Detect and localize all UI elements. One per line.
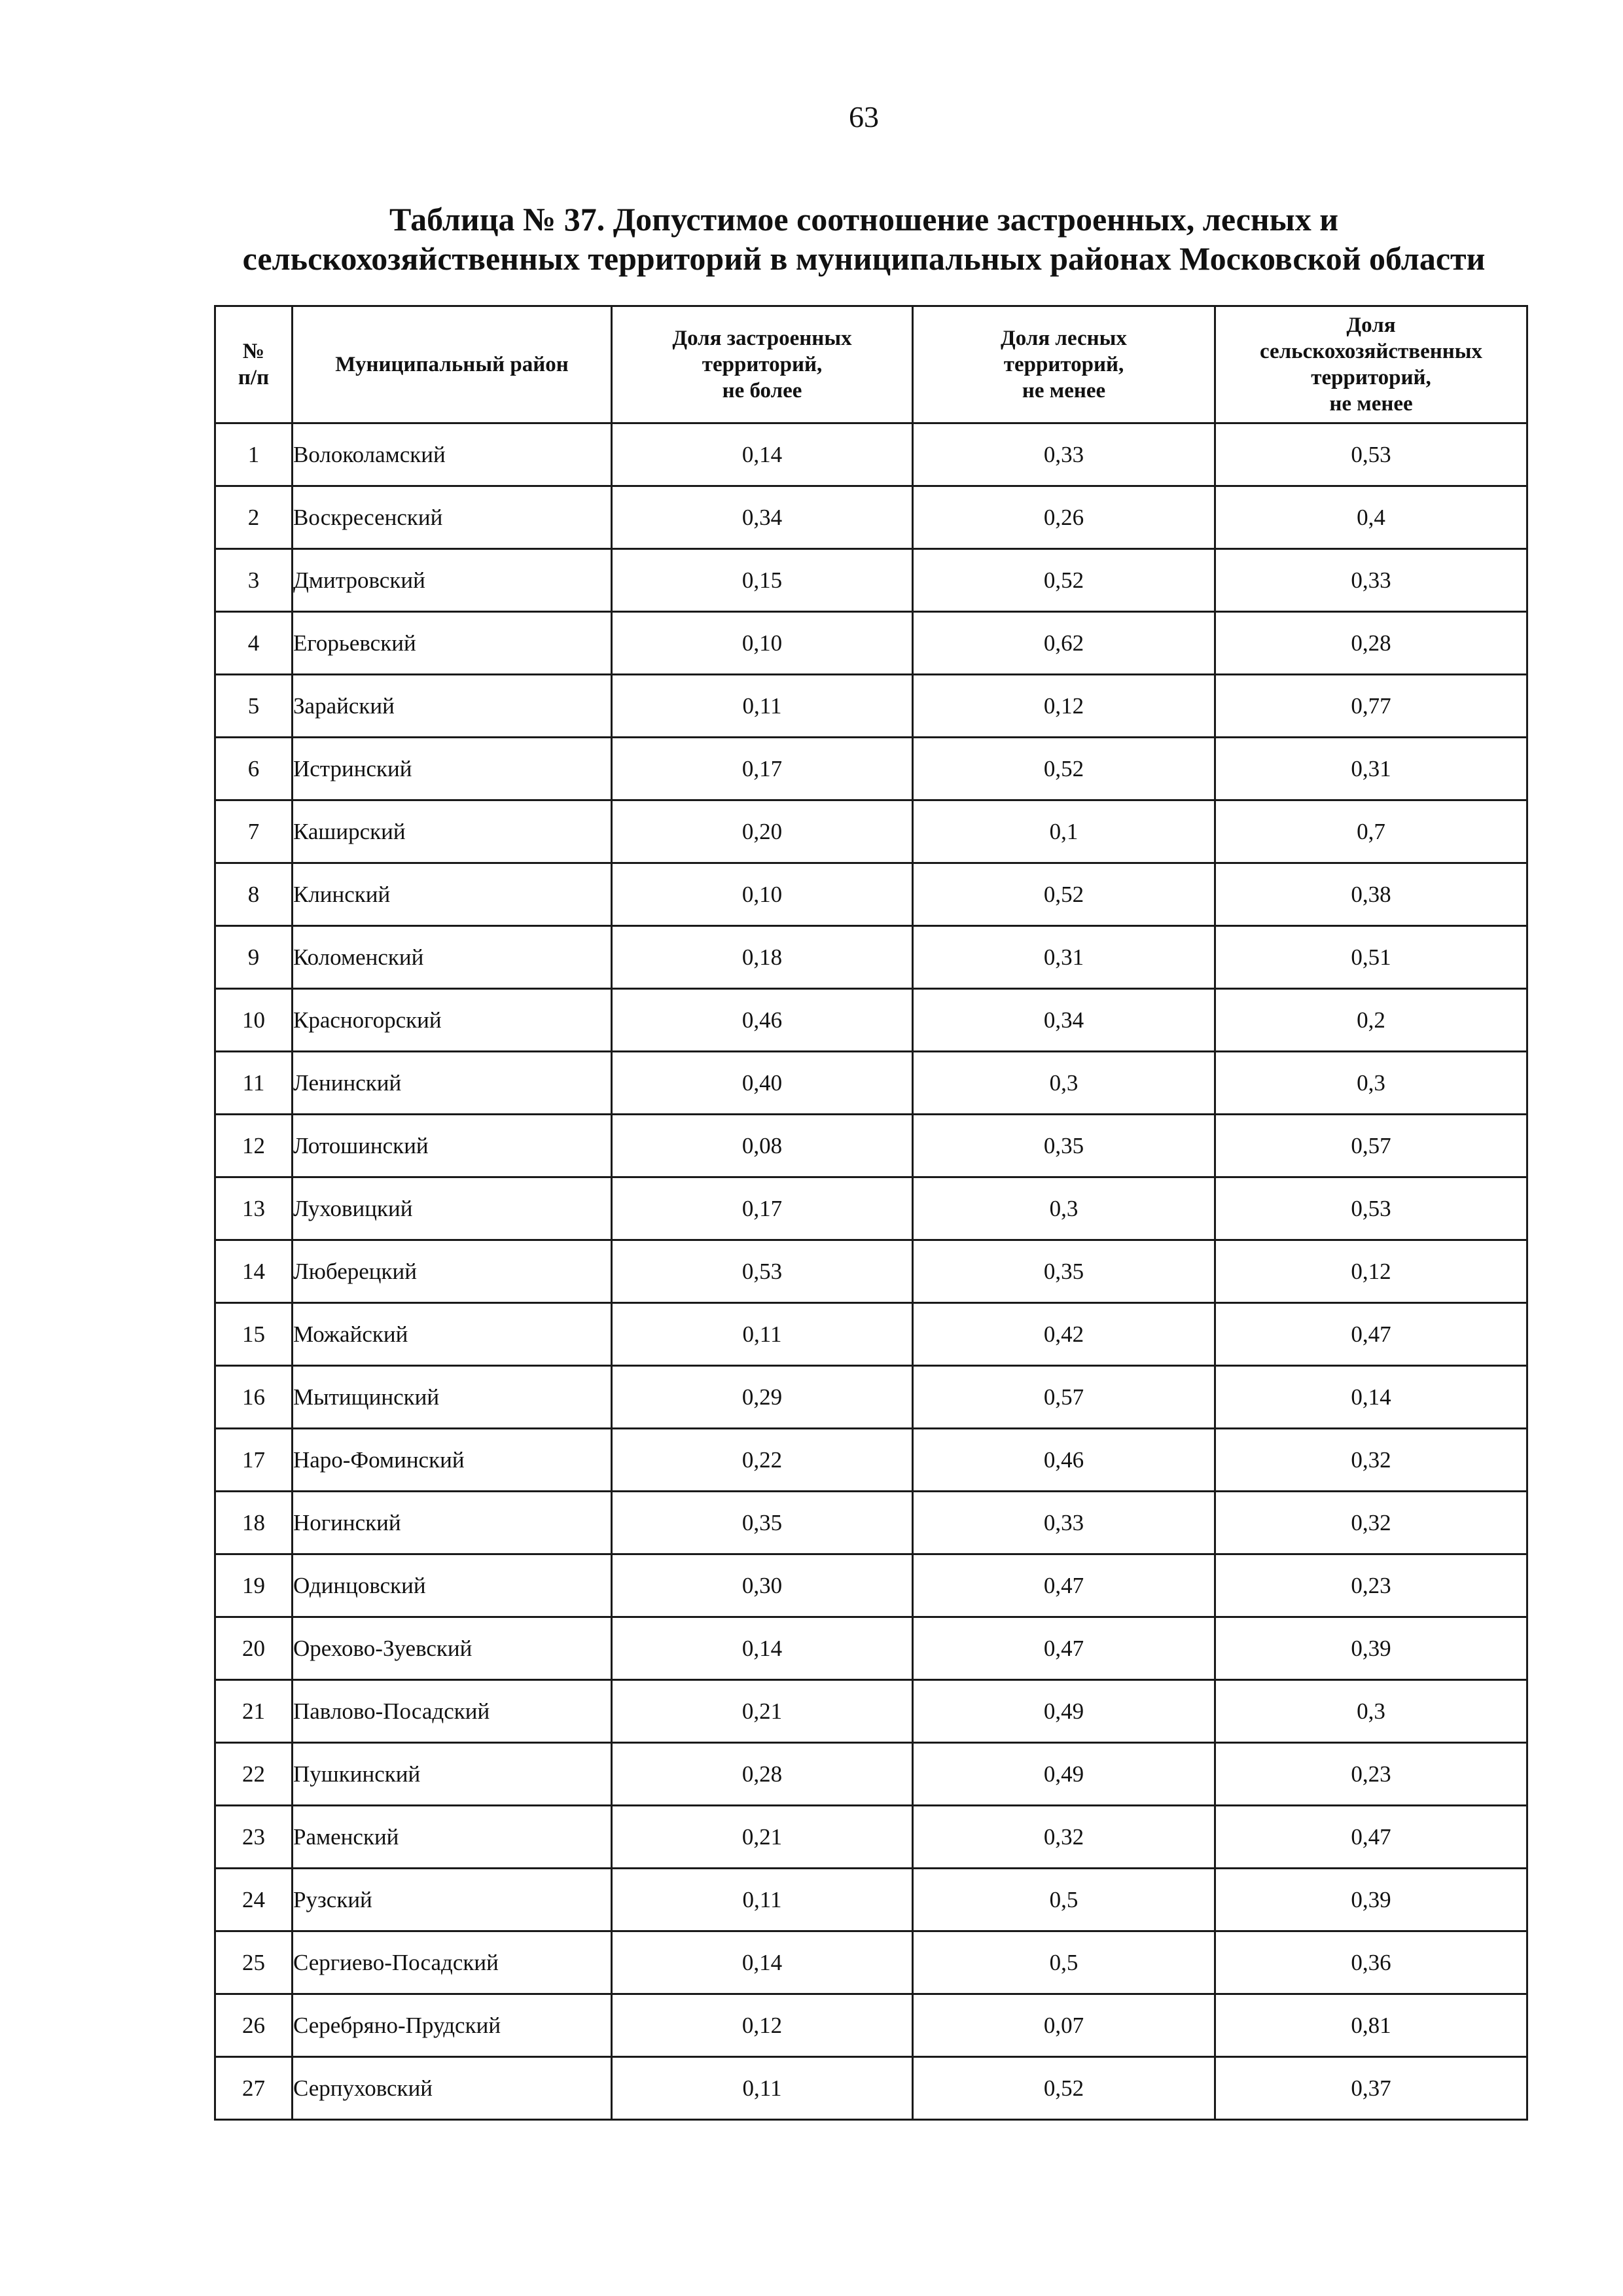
header-built-share [612,306,913,423]
district-name-cell: Орехово-Зуевский [293,1617,612,1680]
forest-share-cell: 0,35 [913,1115,1215,1177]
forest-share-cell: 0,5 [913,1869,1215,1931]
district-name-cell: Одинцовский [293,1554,612,1617]
built-share-cell: 0,40 [612,1052,913,1115]
district-name-cell: Ногинский [293,1492,612,1554]
built-share-cell: 0,29 [612,1366,913,1429]
agri-share-cell: 0,39 [1215,1617,1527,1680]
built-share-cell: 0,17 [612,1177,913,1240]
header-forest-line-2: территорий, [1003,353,1124,376]
forest-share-cell: 0,3 [913,1052,1215,1115]
header-agri-line-1: Доля [1346,314,1396,337]
built-share-cell: 0,11 [612,2057,913,2120]
row-number-cell: 5 [215,675,293,738]
forest-share-cell: 0,33 [913,423,1215,486]
agri-share-cell: 0,38 [1215,863,1527,926]
built-share-cell: 0,18 [612,926,913,989]
row-number-cell: 2 [215,486,293,549]
agri-share-cell: 0,47 [1215,1303,1527,1366]
table-row [215,1931,1527,1994]
built-share-cell: 0,15 [612,549,913,612]
forest-share-cell: 0,52 [913,738,1215,800]
agri-share-cell: 0,3 [1215,1680,1527,1743]
row-number-cell: 17 [215,1429,293,1492]
header-district [293,306,612,423]
built-share-cell: 0,11 [612,1869,913,1931]
header-forest-line-1: Доля лесных [1001,327,1127,350]
district-name-cell: Егорьевский [293,612,612,675]
table-title-line-2: сельскохозяйственных территорий в муниципальных районах Московской области [242,240,1486,277]
header-agri-line-3: территорий, [1311,366,1431,389]
district-name-cell: Сергиево-Посадский [293,1931,612,1994]
row-number-cell: 18 [215,1492,293,1554]
table-row [215,1177,1527,1240]
row-number-cell: 10 [215,989,293,1052]
agri-share-cell: 0,14 [1215,1366,1527,1429]
table-row [215,1680,1527,1743]
forest-share-cell: 0,32 [913,1806,1215,1869]
header-built-line-2: территорий, [702,353,823,376]
row-number-cell: 22 [215,1743,293,1806]
forest-share-cell: 0,5 [913,1931,1215,1994]
district-name-cell: Луховицкий [293,1177,612,1240]
row-number-cell: 23 [215,1806,293,1869]
row-number-cell: 27 [215,2057,293,2120]
district-name-cell: Серебряно-Прудский [293,1994,612,2057]
table-row [215,675,1527,738]
row-number-cell: 20 [215,1617,293,1680]
built-share-cell: 0,10 [612,863,913,926]
row-number-cell: 26 [215,1994,293,2057]
table-row [215,2057,1527,2120]
built-share-cell: 0,20 [612,800,913,863]
agri-share-cell: 0,28 [1215,612,1527,675]
row-number-cell: 25 [215,1931,293,1994]
district-name-cell: Зарайский [293,675,612,738]
district-name-cell: Волоколамский [293,423,612,486]
row-number-cell: 13 [215,1177,293,1240]
row-number-cell: 19 [215,1554,293,1617]
forest-share-cell: 0,07 [913,1994,1215,2057]
table-row [215,1617,1527,1680]
built-share-cell: 0,17 [612,738,913,800]
built-share-cell: 0,22 [612,1429,913,1492]
forest-share-cell: 0,12 [913,675,1215,738]
built-share-cell: 0,46 [612,989,913,1052]
built-share-cell: 0,10 [612,612,913,675]
forest-share-cell: 0,62 [913,612,1215,675]
built-share-cell: 0,21 [612,1806,913,1869]
agri-share-cell: 0,32 [1215,1429,1527,1492]
agri-share-cell: 0,36 [1215,1931,1527,1994]
table-row [215,1240,1527,1303]
table-row [215,1052,1527,1115]
district-name-cell: Дмитровский [293,549,612,612]
table-row [215,1115,1527,1177]
agri-share-cell: 0,53 [1215,1177,1527,1240]
built-share-cell: 0,14 [612,423,913,486]
header-agri-line-2: сельскохозяйственных [1259,340,1483,363]
table-header-row [215,306,1527,423]
district-name-cell: Красногорский [293,989,612,1052]
district-name-cell: Мытищинский [293,1366,612,1429]
district-name-cell: Лотошинский [293,1115,612,1177]
district-name-cell: Можайский [293,1303,612,1366]
row-number-cell: 7 [215,800,293,863]
forest-share-cell: 0,33 [913,1492,1215,1554]
table-title [196,200,1531,278]
built-share-cell: 0,11 [612,1303,913,1366]
built-share-cell: 0,11 [612,675,913,738]
forest-share-cell: 0,31 [913,926,1215,989]
built-share-cell: 0,14 [612,1617,913,1680]
district-name-cell: Клинский [293,863,612,926]
forest-share-cell: 0,52 [913,549,1215,612]
agri-share-cell: 0,51 [1215,926,1527,989]
agri-share-cell: 0,53 [1215,423,1527,486]
forest-share-cell: 0,35 [913,1240,1215,1303]
built-share-cell: 0,28 [612,1743,913,1806]
header-number [215,306,293,423]
forest-share-cell: 0,47 [913,1617,1215,1680]
header-built-line-3: не более [722,379,802,403]
district-name-cell: Каширский [293,800,612,863]
agri-share-cell: 0,23 [1215,1743,1527,1806]
district-name-cell: Серпуховский [293,2057,612,2120]
table-row [215,1994,1527,2057]
forest-share-cell: 0,49 [913,1743,1215,1806]
table-row [215,800,1527,863]
table-row [215,1869,1527,1931]
row-number-cell: 1 [215,423,293,486]
agri-share-cell: 0,23 [1215,1554,1527,1617]
agri-share-cell: 0,47 [1215,1806,1527,1869]
table-row [215,1303,1527,1366]
district-name-cell: Воскресенский [293,486,612,549]
row-number-cell: 8 [215,863,293,926]
header-built-line-1: Доля застроенных [672,327,852,350]
agri-share-cell: 0,7 [1215,800,1527,863]
forest-share-cell: 0,52 [913,2057,1215,2120]
row-number-cell: 16 [215,1366,293,1429]
table-row [215,1492,1527,1554]
agri-share-cell: 0,37 [1215,2057,1527,2120]
row-number-cell: 24 [215,1869,293,1931]
agri-share-cell: 0,81 [1215,1994,1527,2057]
table-title-line-1: Таблица № 37. Допустимое соотношение застроенных, лесных и [389,201,1339,238]
forest-share-cell: 0,52 [913,863,1215,926]
agri-share-cell: 0,12 [1215,1240,1527,1303]
row-number-cell: 14 [215,1240,293,1303]
district-name-cell: Люберецкий [293,1240,612,1303]
header-forest-share [913,306,1215,423]
district-name-cell: Рузский [293,1869,612,1931]
agri-share-cell: 0,4 [1215,486,1527,549]
agri-share-cell: 0,77 [1215,675,1527,738]
row-number-cell: 12 [215,1115,293,1177]
table-row [215,989,1527,1052]
row-number-cell: 9 [215,926,293,989]
header-number-line-1: № [242,340,265,363]
row-number-cell: 15 [215,1303,293,1366]
header-agri-share [1215,306,1527,423]
table-row [215,1429,1527,1492]
district-name-cell: Наро-Фоминский [293,1429,612,1492]
row-number-cell: 6 [215,738,293,800]
table-row [215,1743,1527,1806]
table-row [215,1554,1527,1617]
row-number-cell: 3 [215,549,293,612]
table-row [215,549,1527,612]
forest-share-cell: 0,3 [913,1177,1215,1240]
agri-share-cell: 0,2 [1215,989,1527,1052]
district-name-cell: Коломенский [293,926,612,989]
built-share-cell: 0,34 [612,486,913,549]
table-row [215,423,1527,486]
agri-share-cell: 0,31 [1215,738,1527,800]
forest-share-cell: 0,26 [913,486,1215,549]
table-row [215,863,1527,926]
agri-share-cell: 0,32 [1215,1492,1527,1554]
forest-share-cell: 0,49 [913,1680,1215,1743]
built-share-cell: 0,53 [612,1240,913,1303]
built-share-cell: 0,12 [612,1994,913,2057]
district-name-cell: Ленинский [293,1052,612,1115]
table-row [215,738,1527,800]
forest-share-cell: 0,57 [913,1366,1215,1429]
built-share-cell: 0,30 [612,1554,913,1617]
built-share-cell: 0,08 [612,1115,913,1177]
district-name-cell: Павлово-Посадский [293,1680,612,1743]
table-row [215,486,1527,549]
land-share-table [214,305,1528,2121]
row-number-cell: 11 [215,1052,293,1115]
district-name-cell: Пушкинский [293,1743,612,1806]
header-district-label: Муниципальный район [335,353,569,376]
forest-share-cell: 0,42 [913,1303,1215,1366]
row-number-cell: 4 [215,612,293,675]
agri-share-cell: 0,57 [1215,1115,1527,1177]
forest-share-cell: 0,1 [913,800,1215,863]
forest-share-cell: 0,46 [913,1429,1215,1492]
built-share-cell: 0,14 [612,1931,913,1994]
district-name-cell: Истринский [293,738,612,800]
district-name-cell: Раменский [293,1806,612,1869]
table-body [215,423,1527,2120]
table-row [215,926,1527,989]
table-row [215,1366,1527,1429]
header-forest-line-3: не менее [1022,379,1106,403]
page-number: 63 [849,100,879,134]
row-number-cell: 21 [215,1680,293,1743]
agri-share-cell: 0,33 [1215,549,1527,612]
table-row [215,1806,1527,1869]
agri-share-cell: 0,39 [1215,1869,1527,1931]
built-share-cell: 0,35 [612,1492,913,1554]
header-agri-line-4: не менее [1329,392,1413,416]
agri-share-cell: 0,3 [1215,1052,1527,1115]
built-share-cell: 0,21 [612,1680,913,1743]
forest-share-cell: 0,47 [913,1554,1215,1617]
table-row [215,612,1527,675]
forest-share-cell: 0,34 [913,989,1215,1052]
header-number-line-2: п/п [238,366,270,389]
